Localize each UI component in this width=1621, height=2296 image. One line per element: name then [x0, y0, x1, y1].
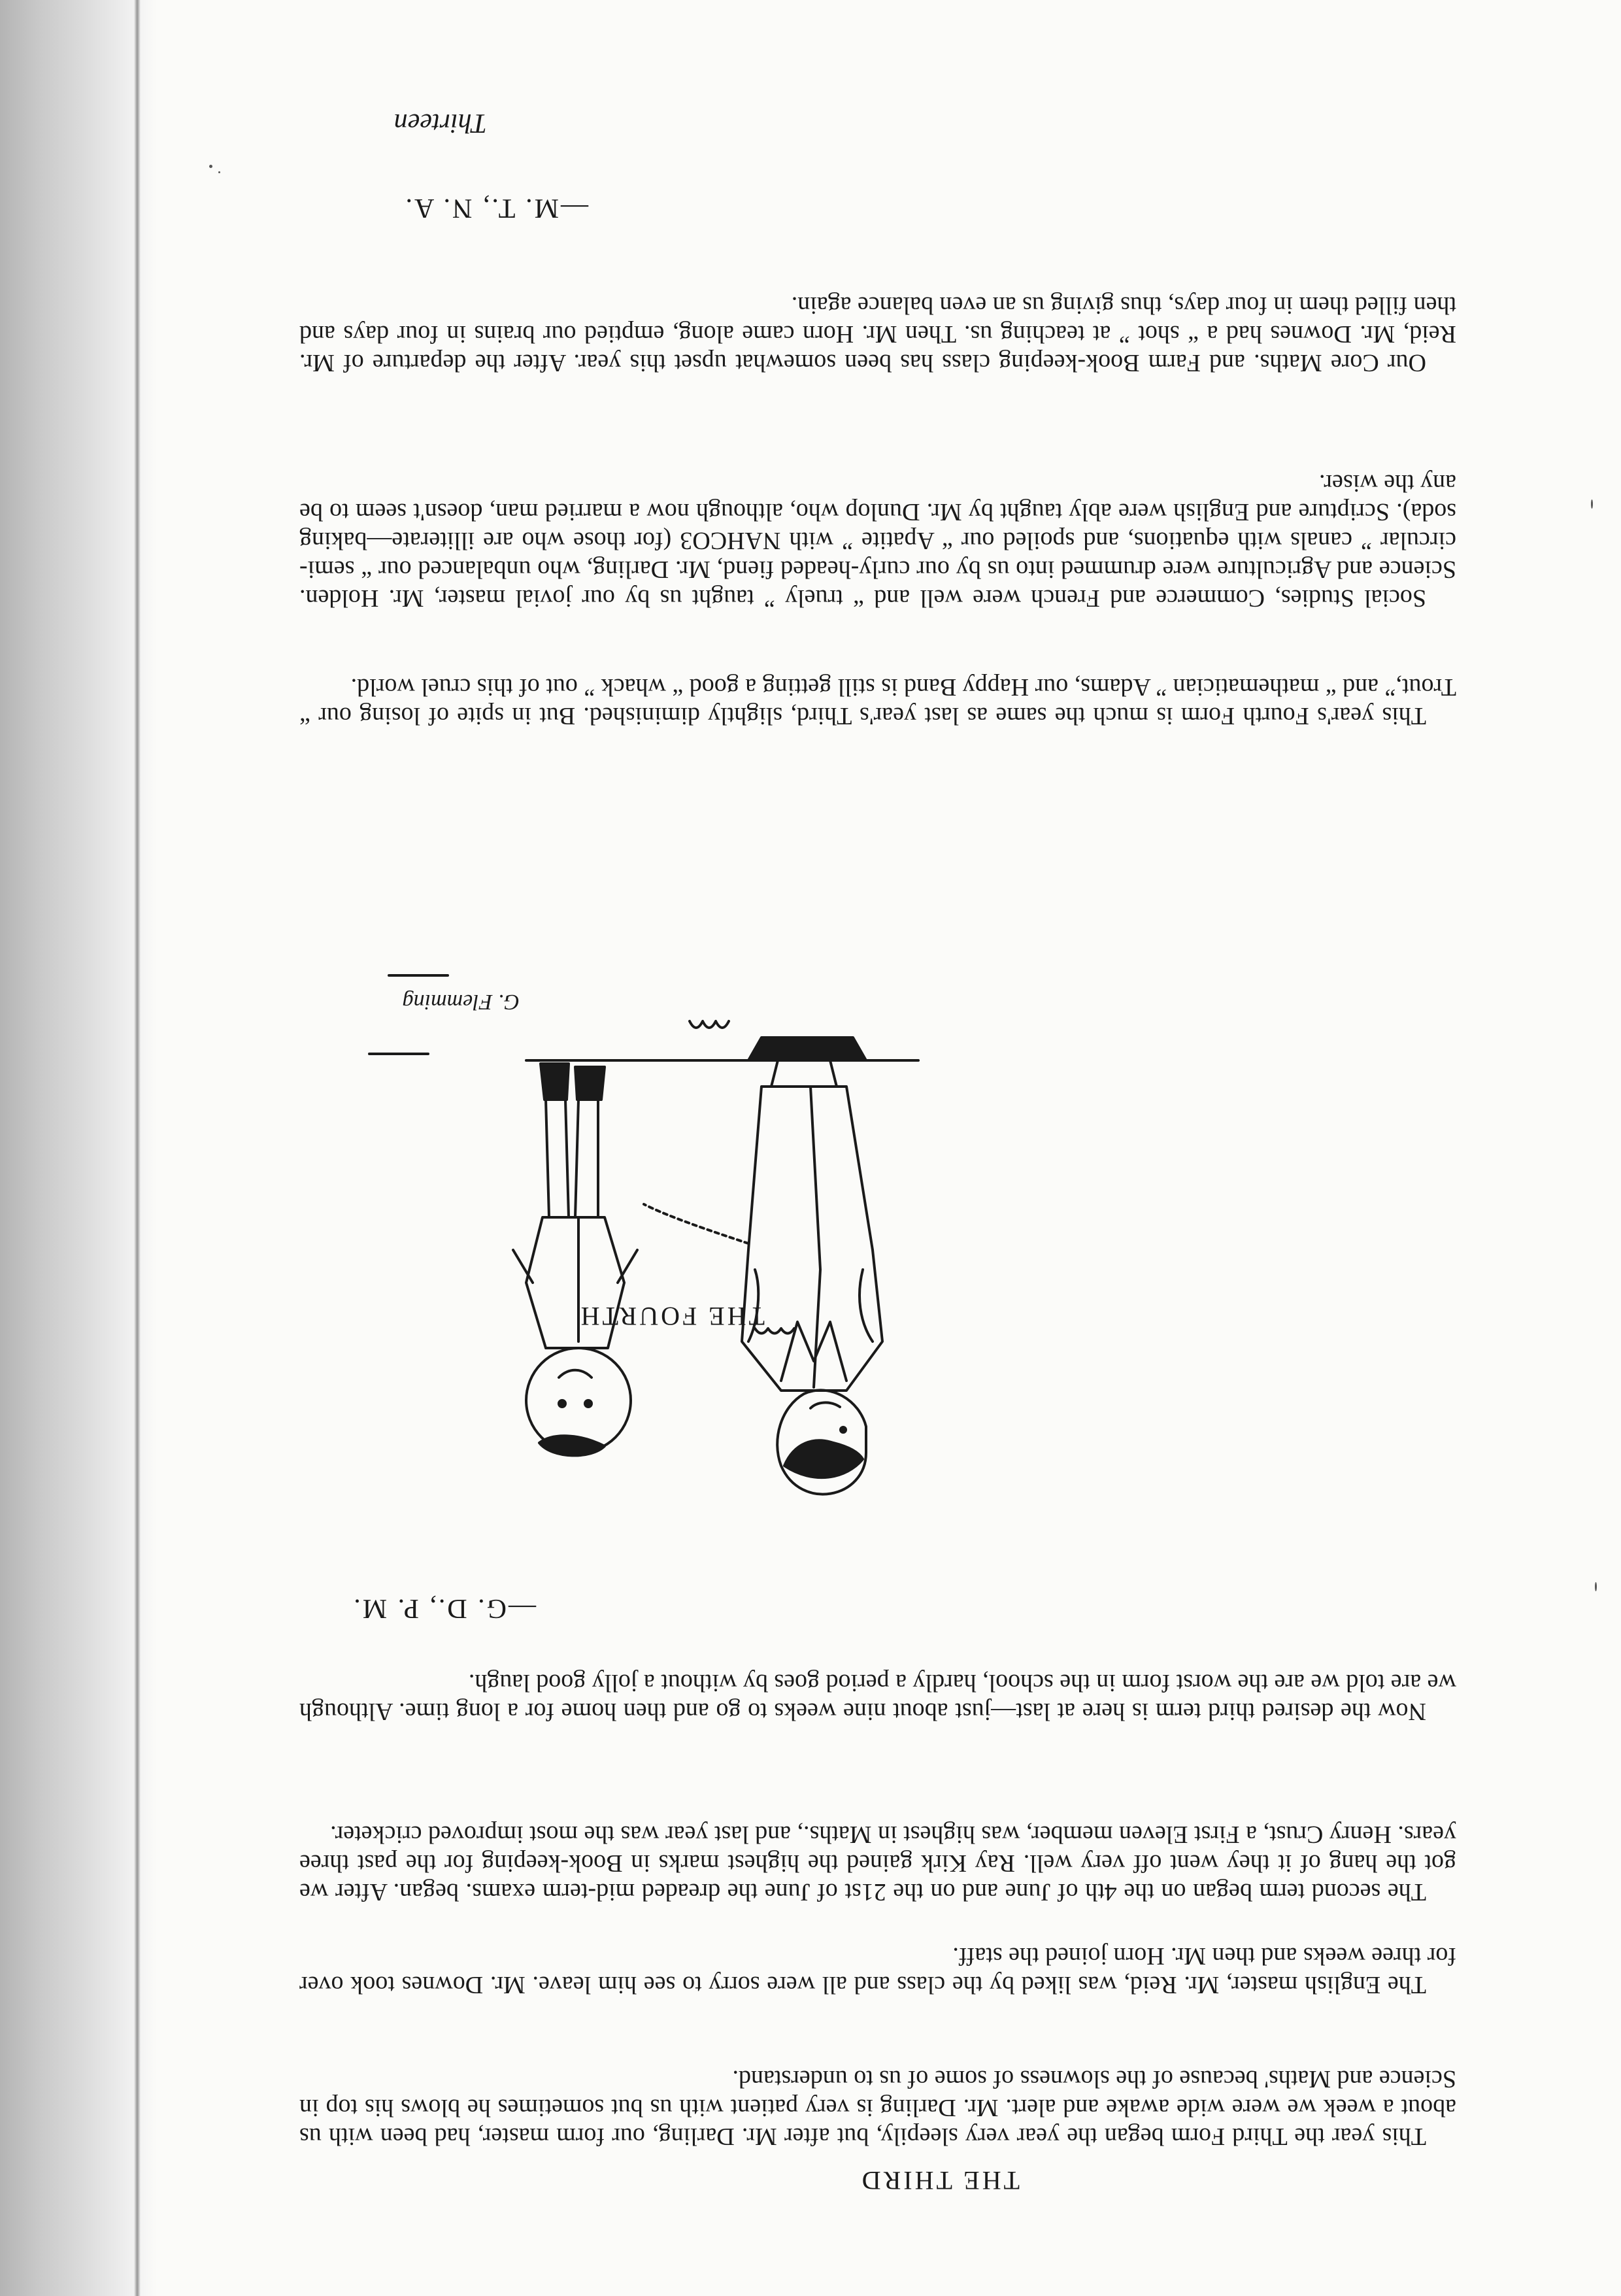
third-signature: —G. D., P. M.: [352, 1593, 536, 1623]
third-paragraph-4: Now the desired third term is here at last—just about nine weeks to go and then home for a long time. Although we are told we are the worst form in the school, hardly a period goes by without a jolly good laugh.: [299, 1669, 1456, 1725]
third-paragraph-3: The second term began on the 4th of June and on the 21st of June the dreaded mid-term exams. began. After we got the hang of it they went off very well. Ray Kirk gained the highest marks in Book-keeping for the past three years. Henry Crust, a First Eleven member, was highest in Maths., and last year was the most improved cricketer.: [299, 1821, 1456, 1906]
fourth-paragraph-3: Our Core Maths. and Farm Book-keeping class has been somewhat upset this year. After the departure of Mr. Reid, Mr. Downes had a “ shot ” at teaching us. Then Mr. Horn came along, emptied our brains in four days and then filled them in four days, thus giving us an even balance again.: [299, 292, 1456, 377]
scan-speck: [218, 171, 220, 173]
page-number: Thirteen: [393, 108, 487, 138]
scan-speck: [1595, 1582, 1597, 1591]
fourth-paragraph-1: This year's Fourth Form is much the same as last year's Third, slightly diminished. But in spite of losing our “ Trout,” and “ mathematician ” Adams, our Happy Band is still getting a good “ whack ” out of this cruel world.: [299, 673, 1456, 730]
cartoon-signature: G. Flemming: [402, 990, 520, 1014]
boy-figure: [513, 1064, 637, 1455]
cartoon-illustration: [317, 903, 944, 1557]
fourth-paragraph-2: Social Studies, Commerce and French were well and “ truely ” taught us by our jovial master, Mr. Holden. Science and Agriculture were drummed into us by our curly-headed fiend, Mr. Darling, who unbalanced our “ semi-circular ” canals with equations, and spoiled our “ Apatite ” with NAHCO3 (for those who are illiterate—baking soda). Scripture and English were ably taught by Mr. Dunlop who, although now a married man, doesn't seem to be any the wiser.: [299, 469, 1456, 612]
scan-speck: [1591, 499, 1593, 509]
third-paragraph-1: This year the Third Form began the year very sleepily, but after Mr. Darling, our form master, had been with us about a week we were wide awake and alert. Mr. Darling is very patient with us but sometimes he blows his top in Science and Maths' because of the slowness of some of us to understand.: [299, 2065, 1456, 2150]
third-heading: THE THIRD: [859, 2166, 1020, 2195]
teacher-figure: [644, 1038, 882, 1494]
fourth-signature: —M. T., N. A.: [403, 193, 588, 223]
scan-speck: [209, 165, 212, 168]
fourth-heading: THE FOURTH: [578, 1302, 765, 1331]
third-paragraph-2: The English master, Mr. Reid, was liked by the class and all were sorry to see him leave. Mr. Downes took over for three weeks and then Mr. Horn joined the staff.: [299, 1942, 1456, 1999]
